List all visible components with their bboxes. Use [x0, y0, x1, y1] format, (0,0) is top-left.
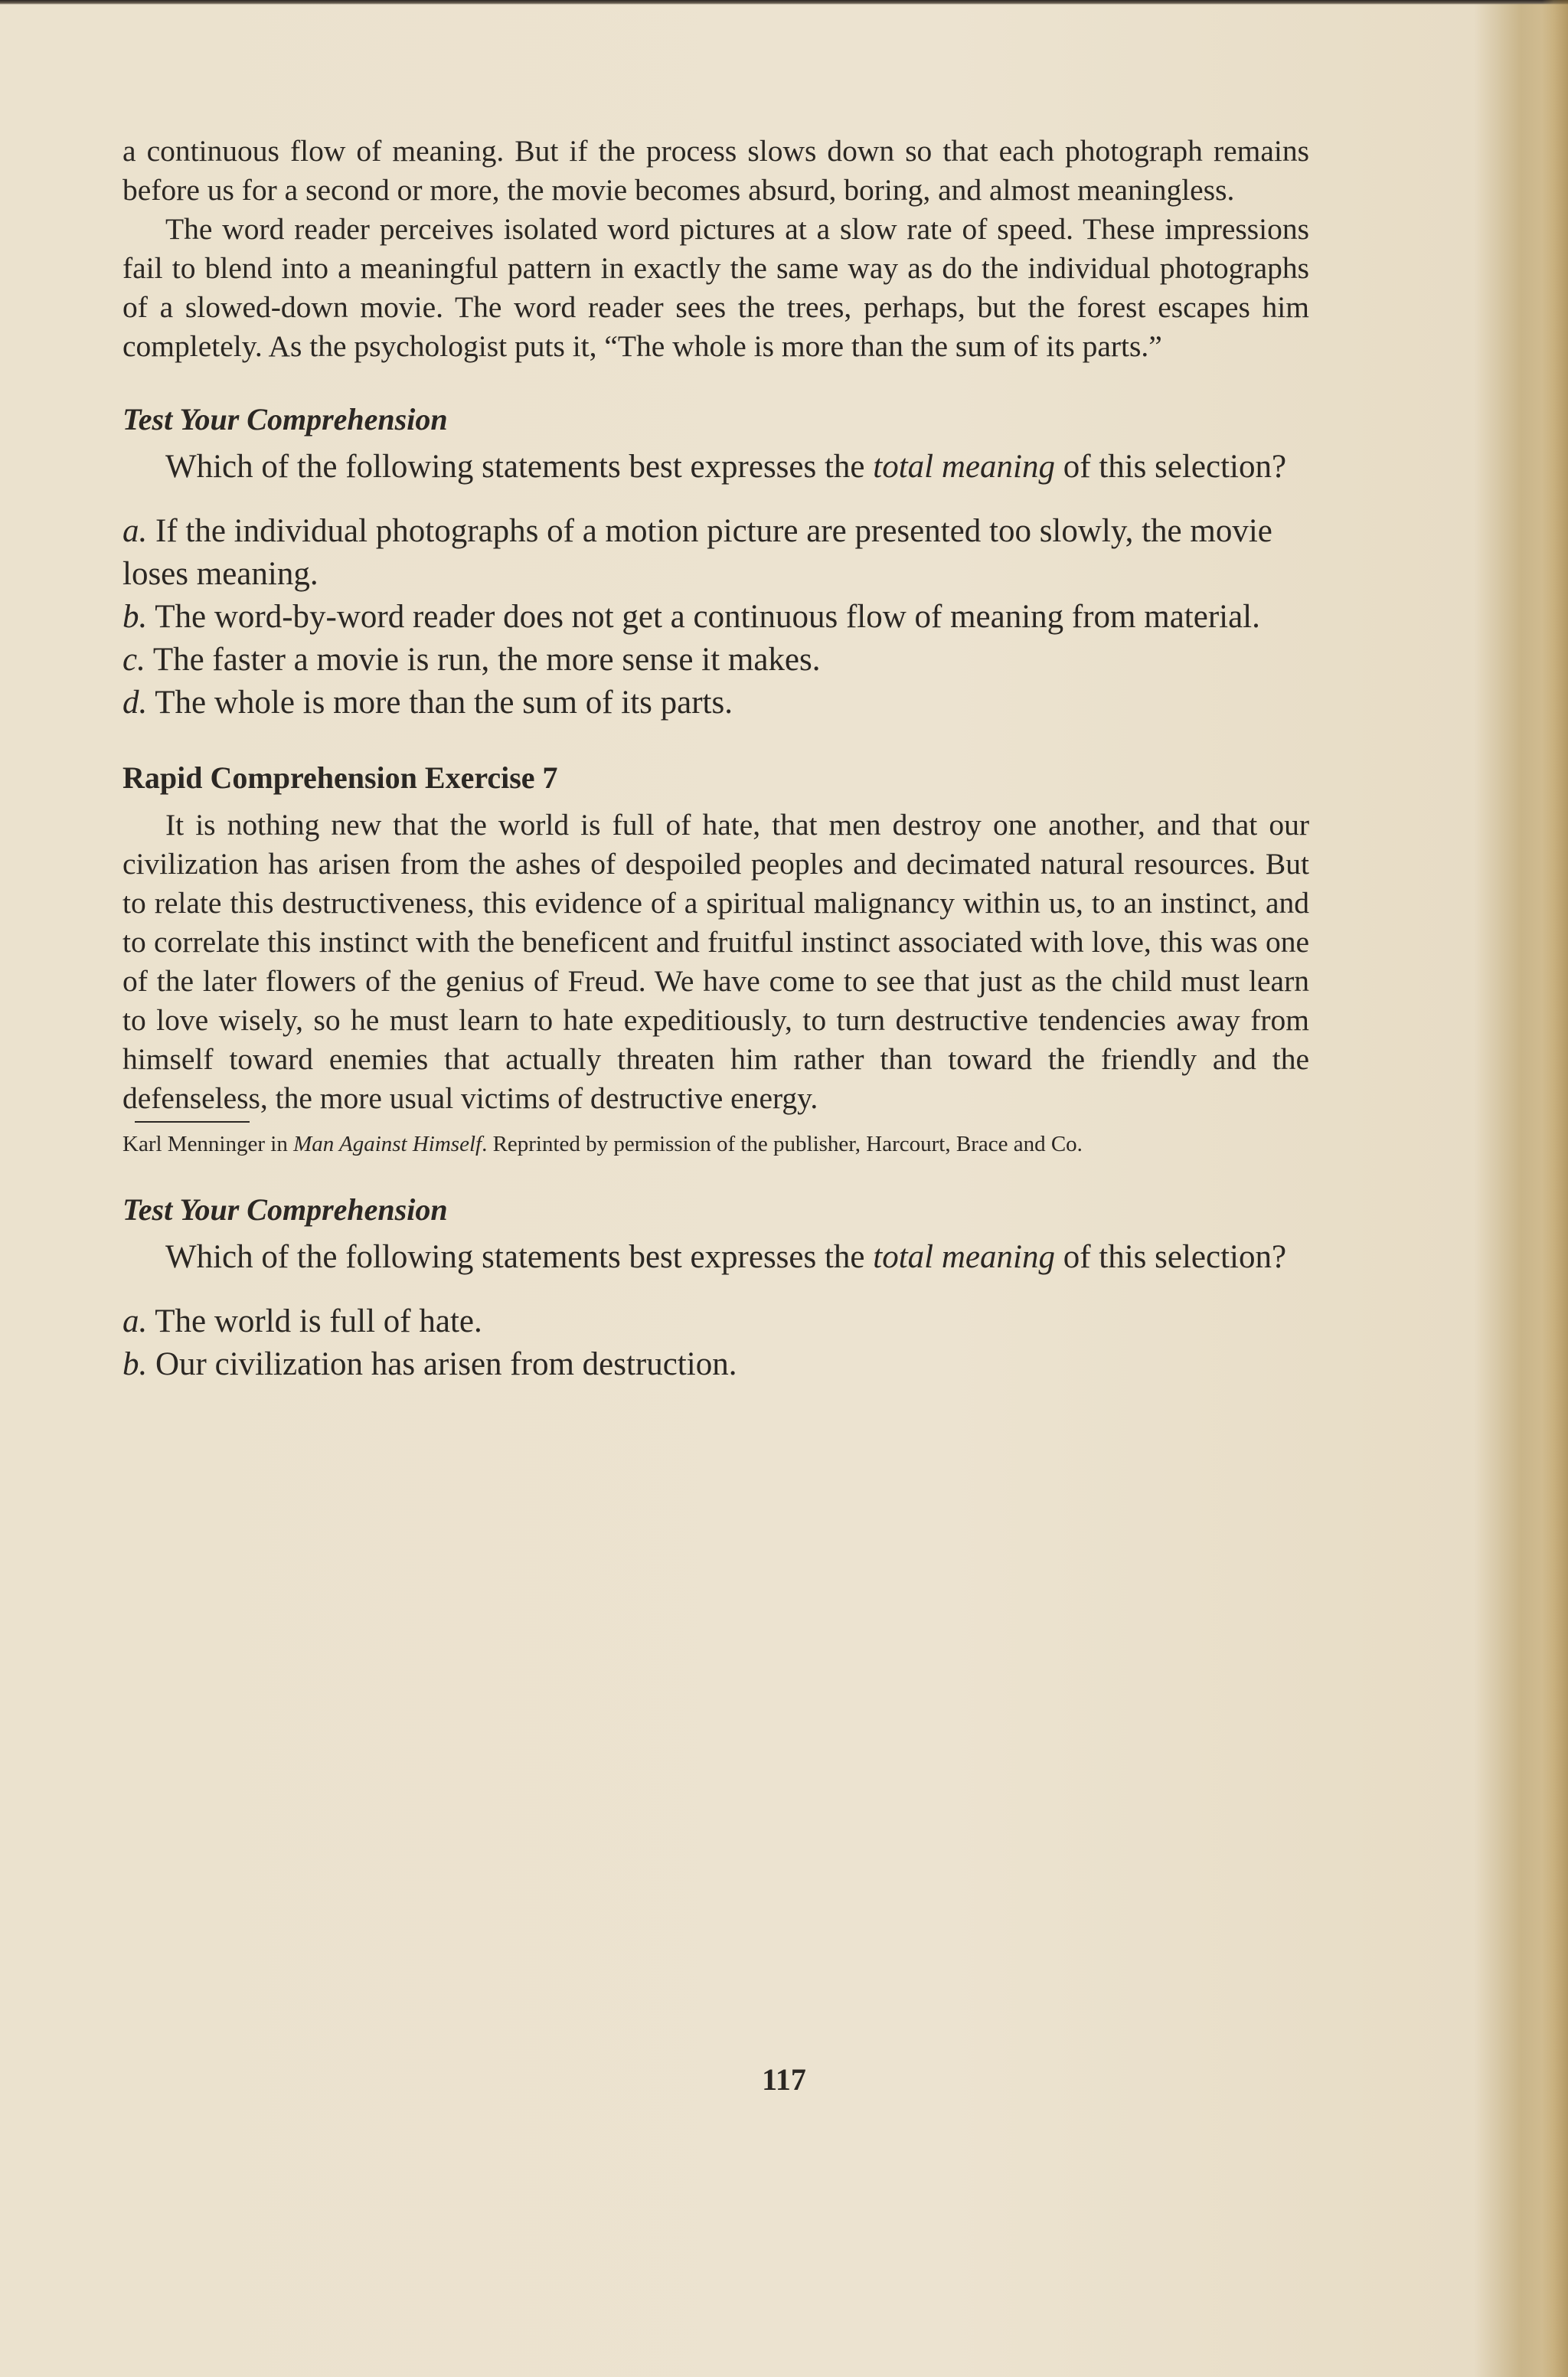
test-question-1: Which of the following statements best expresses the total meaning of this selection? [165, 449, 1287, 485]
test-heading-2: Test Your Comprehension [122, 1192, 448, 1227]
page-right-edge [1542, 0, 1568, 2377]
answer-options-1 [122, 510, 1309, 724]
paragraph-word-reader: The word reader perceives isolated word pictures at a slow rate of speed. These impressions fail to blend into a meaningful pattern in exactly the same way as do the individual photographs of a slowed-down movie. The word reader sees the trees, perhaps, but the forest escapes him completely. As the psychologist puts it, “The whole is more than the sum of its parts.” [122, 212, 1309, 363]
exercise-heading: Rapid Comprehension Exercise 7 [122, 760, 558, 795]
answer-option-d: d. The whole is more than the sum of its parts. [122, 685, 733, 721]
page-content [122, 132, 1309, 1386]
answer-option-c: c. The faster a movie is run, the more sense it makes. [122, 642, 821, 678]
exercise-paragraph: It is nothing new that the world is full of hate, that men destroy one another, and that our civilization has arisen from the ashes of despoiled peoples and decimated natural resources. But to relate this destructiveness, this evidence of a spiritual malignancy within us, to an instinct, and to correlate this instinct with the beneficent and fruitful instinct associated with love, this was one of the later flowers of the genius of Freud. We have come to see that just as the child must learn to love wisely, so he must learn to hate expeditiously, to turn destructive tendencies away from himself toward enemies that actually threaten him rather than toward the friendly and the defenseless, the more usual victims of destructive energy. [122, 808, 1309, 1115]
answer-option-b: b. Our civilization has arisen from destruction. [122, 1346, 737, 1382]
answer-option-a: a. If the individual photographs of a motion picture are presented too slowly, the movie loses meaning. [122, 513, 1272, 592]
footnote-citation: Karl Menninger in Man Against Himself. Reprinted by permission of the publisher, Harcourt, Brace and Co. [122, 1132, 1083, 1156]
page-top-edge [0, 0, 1568, 5]
answer-options-2 [122, 1300, 1309, 1386]
test-question-2: Which of the following statements best expresses the total meaning of this selection? [165, 1239, 1287, 1275]
paragraph-continuation: a continuous flow of meaning. But if the process slows down so that each photograph remains before us for a second or more, the movie becomes absurd, boring, and almost meaningless. [122, 134, 1309, 207]
page-number: 117 [762, 2062, 806, 2097]
answer-option-b: b. The word-by-word reader does not get a continuous flow of meaning from material. [122, 599, 1260, 635]
answer-option-a: a. The world is full of hate. [122, 1303, 482, 1339]
footnote-rule [135, 1121, 250, 1123]
test-heading-1: Test Your Comprehension [122, 402, 448, 436]
